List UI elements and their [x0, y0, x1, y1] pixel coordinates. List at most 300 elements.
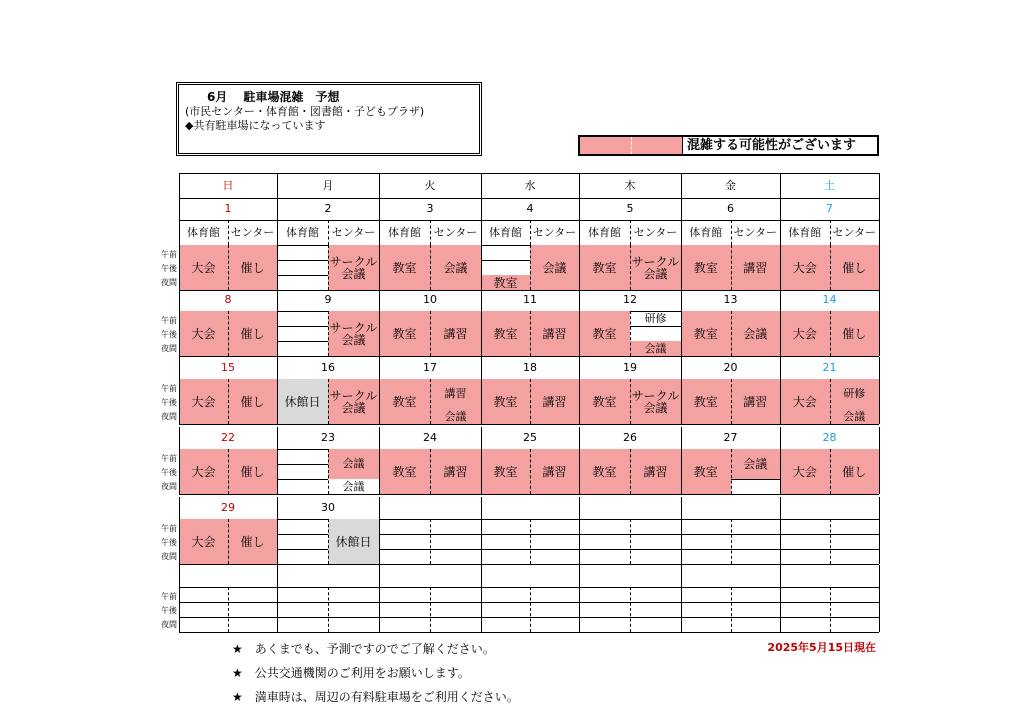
grid-dash: [228, 220, 229, 245]
grid-line: [879, 565, 880, 632]
date-number: [780, 497, 879, 519]
legend-label: 混雑する可能性がございます: [687, 138, 857, 153]
time-label: 午前: [161, 524, 177, 533]
gym-event: 大会: [179, 519, 228, 564]
date-number: 5: [626, 202, 634, 215]
center-event: 会議: [328, 449, 379, 479]
center-event: 講習: [731, 379, 781, 424]
gym-event: 教室: [379, 311, 430, 356]
grid-line: [630, 549, 681, 550]
center-event: 催し: [830, 449, 880, 494]
grid-line: [430, 617, 481, 618]
grid-dash: [328, 587, 329, 632]
grid-line: [681, 565, 682, 632]
grid-line: [731, 549, 781, 550]
grid-line: [481, 617, 530, 618]
sub-header-center: センター: [532, 225, 577, 239]
grid-line: [879, 427, 880, 494]
date-number: [277, 565, 379, 587]
grid-line: [579, 289, 580, 356]
weekday-2: 火: [424, 178, 436, 192]
grid-dash: [430, 587, 431, 632]
grid-line: [379, 565, 380, 632]
notes: [232, 637, 519, 709]
grid-line: [179, 173, 879, 174]
center-event: サークル 会議: [328, 245, 379, 290]
grid-line: [681, 289, 682, 356]
date-number: 9: [324, 293, 332, 306]
grid-line: [277, 289, 278, 356]
grid-dash: [731, 379, 732, 424]
grid-line: [277, 602, 328, 603]
weekday-4: 木: [624, 178, 636, 192]
grid-line: [481, 198, 482, 290]
gym-event: 教室: [681, 245, 731, 290]
grid-line: [481, 427, 482, 494]
grid-line: [780, 427, 781, 494]
center-event: サークル 会議: [630, 379, 681, 424]
center-event: 講習: [430, 311, 481, 356]
gym-event: 教室: [379, 379, 430, 424]
time-label: 夜間: [161, 552, 177, 561]
center-event: 会議: [430, 409, 481, 424]
date-number: 29: [221, 501, 235, 514]
date-number: [481, 497, 579, 519]
grid-line: [179, 519, 879, 520]
date-number: [179, 565, 277, 587]
time-label: 午後: [161, 538, 177, 547]
date-number: [379, 565, 481, 587]
grid-line: [780, 173, 781, 198]
grid-dash: [530, 245, 531, 290]
time-label: 午後: [161, 264, 177, 273]
date-number: 11: [523, 293, 537, 306]
grid-line: [780, 497, 781, 564]
grid-line: [228, 617, 277, 618]
weekday-6: 土: [824, 178, 835, 192]
grid-line: [179, 617, 228, 618]
date-number: 27: [723, 431, 738, 444]
center-event: 会議: [530, 245, 579, 290]
grid-line: [379, 173, 380, 198]
grid-dash: [328, 449, 329, 494]
date-number: [780, 565, 879, 587]
grid-dash: [228, 311, 229, 356]
gym-event: 教室: [379, 449, 430, 494]
weekday-0: 日: [222, 178, 234, 192]
date-number: 26: [623, 431, 637, 444]
grid-line: [277, 479, 328, 480]
grid-dash: [228, 519, 229, 564]
grid-line: [879, 173, 880, 198]
sub-header-center: センター: [230, 225, 275, 239]
date-number: 17: [423, 361, 437, 374]
grid-dash: [830, 379, 831, 424]
center-event: 催し: [228, 449, 277, 494]
grid-dash: [430, 311, 431, 356]
grid-line: [780, 565, 781, 632]
date-number: [681, 497, 780, 519]
grid-line: [530, 602, 579, 603]
grid-dash: [228, 449, 229, 494]
grid-line: [179, 565, 180, 632]
sub-header-gym: 体育館: [788, 225, 822, 239]
grid-dash: [328, 311, 329, 356]
grid-line: [277, 275, 328, 276]
center-event: 講習: [630, 449, 681, 494]
center-event: 催し: [228, 519, 277, 564]
gym-event: 教室: [481, 449, 530, 494]
center-event: 催し: [228, 245, 277, 290]
grid-line: [579, 549, 630, 550]
sub-header-gym: 体育館: [489, 225, 522, 239]
grid-line: [579, 565, 580, 632]
grid-line: [379, 427, 380, 494]
date-number: 3: [426, 202, 434, 215]
date-number: 8: [224, 293, 232, 306]
grid-dash: [731, 220, 732, 245]
grid-dash: [430, 245, 431, 290]
grid-line: [830, 602, 880, 603]
grid-dash: [630, 245, 631, 290]
grid-line: [780, 534, 830, 535]
grid-line: [731, 617, 781, 618]
grid-line: [277, 464, 328, 465]
grid-line: [481, 534, 530, 535]
grid-line: [277, 534, 328, 535]
grid-line: [481, 497, 482, 564]
grid-line: [481, 173, 482, 198]
sub-header-gym: 体育館: [388, 225, 421, 239]
grid-line: [780, 549, 830, 550]
date-number: 22: [221, 431, 235, 444]
center-event: 会議: [328, 479, 379, 494]
grid-dash: [830, 587, 831, 632]
date-number: [481, 565, 579, 587]
center-event: 講習: [731, 245, 781, 290]
gym-event: 大会: [780, 311, 830, 356]
grid-dash: [830, 519, 831, 564]
date-number: 19: [623, 361, 637, 374]
gym-event: 休館日: [277, 379, 328, 424]
grid-line: [228, 602, 277, 603]
center-event: サークル 会議: [328, 311, 379, 356]
page-title: 6月 駐車場混雑 予想: [207, 90, 340, 104]
grid-dash: [228, 379, 229, 424]
grid-line: [879, 198, 880, 290]
grid-line: [731, 602, 781, 603]
note-1: ★ あくまでも、予測ですのでご了解ください。: [232, 642, 495, 656]
grid-dash: [430, 379, 431, 424]
gym-event: 大会: [780, 245, 830, 290]
grid-dash: [228, 587, 229, 632]
grid-line: [780, 617, 830, 618]
grid-line: [179, 173, 180, 198]
grid-line: [179, 587, 879, 588]
note-2: ★ 公共交通機関のご利用をお願いします。: [232, 666, 470, 680]
grid-line: [277, 260, 328, 261]
grid-line: [481, 549, 530, 550]
gym-event: 教室: [681, 449, 731, 494]
grid-line: [430, 534, 481, 535]
sub-header-center: センター: [832, 225, 877, 239]
grid-line: [430, 602, 481, 603]
time-label: 午後: [161, 606, 177, 615]
grid-dash: [430, 519, 431, 564]
grid-line: [530, 617, 579, 618]
grid-line: [731, 534, 781, 535]
grid-line: [879, 497, 880, 564]
grid-dash: [430, 220, 431, 245]
grid-line: [780, 602, 830, 603]
center-event: 催し: [830, 245, 880, 290]
grid-line: [579, 357, 580, 424]
sub-header-gym: 体育館: [588, 225, 621, 239]
grid-dash: [731, 587, 732, 632]
date-number: 1: [224, 202, 232, 215]
grid-dash: [731, 245, 732, 290]
grid-line: [481, 289, 482, 356]
grid-line: [630, 326, 681, 327]
grid-line: [681, 497, 682, 564]
time-label: 夜間: [161, 482, 177, 491]
time-label: 午前: [161, 316, 177, 325]
grid-line: [179, 497, 180, 564]
weekday-5: 金: [725, 178, 736, 192]
grid-line: [681, 173, 682, 198]
grid-line: [179, 602, 228, 603]
grid-dash: [530, 519, 531, 564]
grid-dash: [830, 311, 831, 356]
gym-event: 教室: [579, 311, 630, 356]
gym-event: 教室: [579, 379, 630, 424]
grid-line: [579, 534, 630, 535]
grid-dash: [731, 449, 732, 494]
grid-dash: [630, 379, 631, 424]
grid-line: [277, 549, 328, 550]
grid-line: [630, 534, 681, 535]
grid-dash: [328, 379, 329, 424]
time-label: 午後: [161, 398, 177, 407]
grid-line: [681, 534, 731, 535]
date-number: 16: [321, 361, 335, 374]
grid-line: [379, 602, 430, 603]
grid-line: [179, 632, 879, 633]
grid-dash: [731, 519, 732, 564]
center-event: 会議: [630, 341, 681, 356]
grid-line: [277, 497, 278, 564]
grid-line: [630, 617, 681, 618]
center-event: 研修: [644, 311, 667, 325]
center-event: 会議: [731, 311, 781, 356]
sub-header-gym: 体育館: [689, 225, 723, 239]
grid-line: [379, 497, 380, 564]
grid-dash: [530, 220, 531, 245]
grid-line: [277, 341, 328, 342]
time-label: 午前: [161, 592, 177, 601]
gym-event: 教室: [579, 245, 630, 290]
gym-event: 教室: [681, 311, 731, 356]
gym-event: 大会: [179, 245, 228, 290]
weekday-1: 月: [322, 178, 334, 192]
grid-dash: [630, 449, 631, 494]
grid-line: [681, 357, 682, 424]
gym-event: 教室: [681, 379, 731, 424]
grid-dash: [530, 311, 531, 356]
date-number: 20: [723, 361, 738, 374]
grid-line: [681, 617, 731, 618]
center-event: 催し: [228, 379, 277, 424]
date-number: [579, 565, 681, 587]
grid-dash: [830, 220, 831, 245]
date-number: 25: [523, 431, 537, 444]
date-number: 13: [723, 293, 738, 306]
time-label: 午前: [161, 250, 177, 259]
date-number: 10: [423, 293, 437, 306]
date-number: 18: [523, 361, 537, 374]
grid-dash: [530, 379, 531, 424]
grid-dash: [530, 449, 531, 494]
grid-dash: [530, 587, 531, 632]
date-number: 4: [526, 202, 534, 215]
time-label: 午前: [161, 454, 177, 463]
gym-event: 大会: [179, 379, 228, 424]
time-label: 夜間: [161, 344, 177, 353]
time-label: 夜間: [161, 620, 177, 629]
time-label: 夜間: [161, 412, 177, 421]
center-event: 催し: [228, 311, 277, 356]
center-event: 講習: [430, 379, 481, 409]
date-number: 23: [321, 431, 335, 444]
grid-line: [430, 549, 481, 550]
center-event: 研修: [830, 379, 880, 409]
grid-line: [830, 534, 880, 535]
grid-line: [179, 427, 180, 494]
grid-line: [579, 173, 580, 198]
grid-line: [481, 565, 482, 632]
grid-line: [579, 617, 630, 618]
sub-header-gym: 体育館: [187, 225, 220, 239]
grid-line: [681, 198, 682, 290]
grid-line: [277, 326, 328, 327]
note-3: ★ 満車時は、周辺の有料駐車場をご利用ください。: [232, 690, 519, 704]
date-number: 2: [324, 202, 332, 215]
center-event: 会議: [830, 409, 880, 424]
time-label: 午後: [161, 468, 177, 477]
grid-line: [179, 198, 180, 290]
grid-line: [579, 198, 580, 290]
sub-header-center: センター: [633, 225, 678, 239]
grid-line: [277, 427, 278, 494]
gym-event: 大会: [780, 379, 830, 424]
grid-dash: [328, 220, 329, 245]
grid-line: [630, 602, 681, 603]
grid-dash: [430, 449, 431, 494]
date-number: 12: [623, 293, 637, 306]
gym-event: 教室: [481, 311, 530, 356]
grid-line: [681, 602, 731, 603]
gym-event: 教室: [579, 449, 630, 494]
grid-line: [731, 479, 781, 480]
as-of-date: 2025年5月15日現在: [767, 641, 876, 654]
grid-line: [277, 173, 278, 198]
grid-line: [179, 424, 879, 425]
grid-line: [579, 602, 630, 603]
grid-line: [481, 602, 530, 603]
gym-event: 大会: [179, 311, 228, 356]
date-number: 15: [221, 361, 235, 374]
grid-dash: [830, 449, 831, 494]
center-event: 講習: [530, 311, 579, 356]
time-label: 午後: [161, 330, 177, 339]
sub-header-center: センター: [733, 225, 778, 239]
date-number: [681, 565, 780, 587]
shared-parking-note: ◆共有駐車場になっています: [185, 119, 326, 132]
sub-header-center: センター: [331, 225, 376, 239]
date-number: 24: [423, 431, 437, 444]
gym-event: 大会: [179, 449, 228, 494]
gym-event: 教室: [379, 245, 430, 290]
grid-line: [379, 549, 430, 550]
grid-line: [530, 534, 579, 535]
grid-line: [530, 549, 579, 550]
sub-header-gym: 体育館: [286, 225, 319, 239]
gym-event: 大会: [780, 449, 830, 494]
weekday-3: 水: [524, 178, 536, 192]
sub-header-center: センター: [433, 225, 478, 239]
grid-line: [179, 357, 180, 424]
grid-dash: [630, 311, 631, 356]
date-number: [579, 497, 681, 519]
grid-dash: [328, 519, 329, 564]
grid-dash: [630, 519, 631, 564]
date-number: 30: [321, 501, 335, 514]
grid-line: [579, 427, 580, 494]
date-number: 14: [822, 293, 837, 306]
gym-event: 教室: [481, 379, 530, 424]
grid-line: [481, 260, 530, 261]
grid-line: [681, 427, 682, 494]
grid-line: [830, 617, 880, 618]
date-number: [379, 497, 481, 519]
grid-line: [277, 565, 278, 632]
grid-line: [179, 494, 879, 495]
grid-line: [780, 198, 781, 290]
center-event: サークル 会議: [328, 379, 379, 424]
time-label: 午前: [161, 384, 177, 393]
grid-line: [379, 357, 380, 424]
date-number: 6: [727, 202, 734, 215]
grid-line: [328, 617, 379, 618]
grid-line: [328, 602, 379, 603]
grid-line: [879, 357, 880, 424]
grid-dash: [328, 245, 329, 290]
grid-line: [277, 357, 278, 424]
center-event: 休館日: [328, 519, 379, 564]
grid-line: [179, 198, 879, 199]
gym-event: 教室: [481, 275, 530, 290]
grid-dash: [731, 311, 732, 356]
grid-line: [830, 549, 880, 550]
grid-line: [277, 198, 278, 290]
grid-line: [481, 357, 482, 424]
center-event: 講習: [430, 449, 481, 494]
grid-line: [379, 289, 380, 356]
grid-line: [780, 289, 781, 356]
grid-line: [579, 497, 580, 564]
grid-line: [379, 617, 430, 618]
facility-list: (市民センター・体育館・図書館・子どもプラザ): [185, 105, 425, 118]
